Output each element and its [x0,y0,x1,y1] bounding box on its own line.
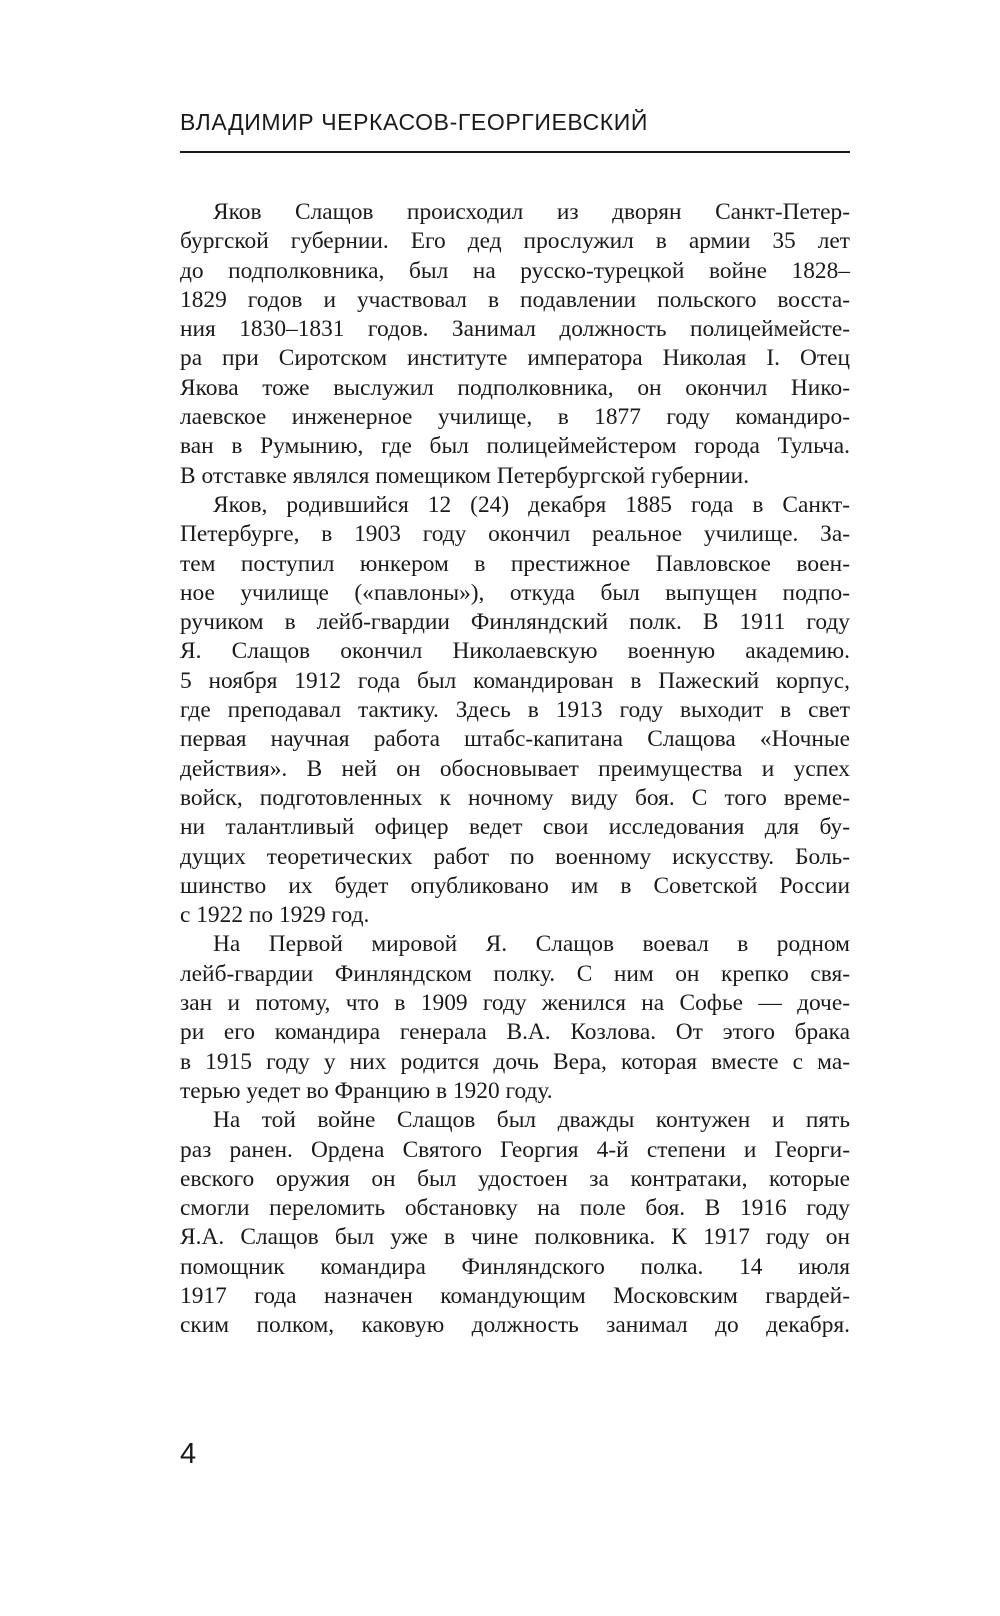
text-line: бургской губернии. Его дед прослужил в армии 35 лет [180,228,850,255]
text-line: евского оружия он был удостоен за контратаки, которые [180,1165,850,1192]
text-line: лейб-гвардии Финляндском полку. С ним он крепко свя- [180,960,850,987]
text-line: ния 1830–1831 годов. Занимал должность полицеймейсте- [180,316,850,343]
text-line: смогли переломить обстановку на поле боя. В 1916 году [180,1195,850,1222]
text-line: дущих теоретических работ по военному искусству. Боль- [180,843,850,870]
text-line: ским полком, каковую должность занимал до декабря. [180,1312,850,1339]
text-line: тем поступил юнкером в престижное Павловское воен- [180,550,850,577]
text-line: лаевское инженерное училище, в 1877 году командиро- [180,404,850,431]
text-line: войск, подготовленных к ночному виду боя. С того време- [180,784,850,811]
running-header: ВЛАДИМИР ЧЕРКАСОВ-ГЕОРГИЕВСКИЙ [180,109,649,135]
text-line: шинство их будет опубликовано им в Советской России [180,872,850,899]
text-line: помощник командира Финляндского полка. 14 июля [180,1253,850,1280]
text-line: действия». В ней он обосновывает преимущества и успех [180,755,850,782]
text-line: терью уедет во Францию в 1920 году. [180,1077,553,1104]
text-line: Я.А. Слащов был уже в чине полковника. К 1917 году он [180,1224,850,1251]
text-line: Петербурге, в 1903 году окончил реальное училище. За- [180,521,850,548]
text-line: зан и потому, что в 1909 году женился на Софье — доче- [180,990,850,1017]
text-line: до подполковника, был на русско-турецкой войне 1828– [180,257,850,284]
text-line: где преподавал тактику. Здесь в 1913 году выходит в свет [180,697,850,724]
text-line: первая научная работа штабс-капитана Слащова «Ночные [180,726,850,753]
text-line: Я. Слащов окончил Николаевскую военную академию. [180,638,850,665]
text-line: раз ранен. Ордена Святого Георгия 4-й степени и Георги- [180,1136,850,1163]
text-line: 5 ноября 1912 года был командирован в Пажеский корпус, [180,667,850,694]
page-number: 4 [180,1438,197,1470]
text-line: ни талантливый офицер ведет свои исследования для бу- [180,814,850,841]
text-line: с 1922 по 1929 год. [180,902,370,929]
text-line: в 1915 году у них родится дочь Вера, которая вместе с ма- [180,1048,850,1075]
text-line: Якова тоже выслужил подполковника, он окончил Нико- [180,374,850,401]
text-line: ри его командира генерала В.А. Козлова. От этого брака [180,1019,850,1046]
header-divider [180,151,850,153]
text-line: В отставке являлся помещиком Петербургской губернии. [180,462,750,489]
body-text [180,198,850,1341]
text-line: ное училище («павлоны»), откуда был выпущен подпо- [180,579,850,606]
text-line: Яков Слащов происходил из дворян Санкт-Петер- [213,199,850,225]
text-line: ручиком в лейб-гвардии Финляндский полк. В 1911 году [180,609,850,636]
text-line: ра при Сиротском институте императора Николая I. Отец [180,345,850,372]
text-line: ван в Румынию, где был полицеймейстером города Тульча. [180,433,850,460]
text-line: На Первой мировой Я. Слащов воевал в родном [213,931,850,958]
text-line: Яков, родившийся 12 (24) декабря 1885 года в Санкт- [213,491,850,518]
text-line: 1917 года назначен командующим Московским гвардей- [180,1282,850,1309]
text-line: На той войне Слащов был дважды контужен и пять [213,1107,850,1134]
text-line: 1829 годов и участвовал в подавлении польского восста- [180,286,850,313]
